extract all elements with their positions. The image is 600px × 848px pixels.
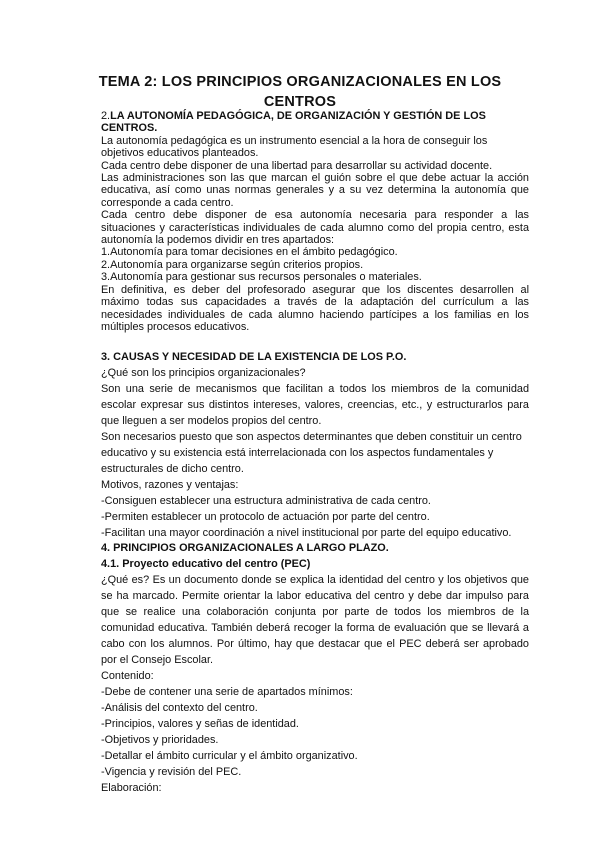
list-item: -Debe de contener una serie de apartados mínimos:	[101, 686, 353, 698]
paragraph: Las administraciones son las que marcan el guión sobre el que debe actuar la acción educativa, así como unas normas generales y a su vez determina la autonomía que corresponde a cada centro.	[101, 172, 529, 209]
document-title: TEMA 2: LOS PRINCIPIOS ORGANIZACIONALES EN LOS CENTROS	[98, 74, 502, 110]
section-2-heading: 2.LA AUTONOMÍA PEDAGÓGICA, DE ORGANIZACIÓN Y GESTIÓN DE LOS CENTROS.	[101, 110, 486, 135]
list-item: -Permiten establecer un protocolo de actuación por parte del centro.	[101, 511, 430, 523]
list-item: -Principios, valores y señas de identidad.	[101, 718, 299, 730]
paragraph: Son necesarios puesto que son aspectos determinantes que deben constituir un centro educativo y su existencia está interrelacionada con los aspectos fundamentales y estructurales de dicho centro.	[101, 431, 522, 475]
section-3	[101, 349, 529, 541]
section-4-heading: 4. PRINCIPIOS ORGANIZACIONALES A LARGO PLAZO.	[101, 542, 389, 554]
paragraph: La autonomía pedagógica es un instrumento esencial a la hora de conseguir los objetivos educativos planteados.	[101, 134, 488, 160]
paragraph: ¿Qué es? Es un documento donde se explica la identidad del centro y los objetivos que se ha marcado. Permite orientar la labor educativa del centro y debe dar impulso para que se realice una colaboración conjunta por parte de todos los miembros de la comunidad educativa. También deberá recoger la forma de evaluación que se llevará a cabo con los alumnos. Por último, hay que destacar que el PEC deberá ser aprobado por el Consejo Escolar.	[101, 574, 529, 666]
list-item: -Detallar el ámbito curricular y el ámbito organizativo.	[101, 750, 358, 762]
list-item: -Vigencia y revisión del PEC.	[101, 766, 242, 778]
paragraph: Son una serie de mecanismos que facilitan a todos los miembros de la comunidad escolar expresar sus distintos intereses, valores, creencias, etc., y estructurarlos para que lleguen a ser modelos propios del centro.	[101, 383, 529, 427]
list-item: -Objetivos y prioridades.	[101, 734, 219, 746]
list-item: 3.Autonomía para gestionar sus recursos personales o materiales.	[101, 271, 422, 284]
list-item: 1.Autonomía para tomar decisiones en el ámbito pedagógico.	[101, 246, 398, 259]
section-4	[101, 540, 529, 796]
paragraph: Contenido:	[101, 670, 154, 682]
paragraph: Cada centro debe disponer de una libertad para desarrollar su actividad docente.	[101, 159, 493, 172]
list-item: -Consiguen establecer una estructura administrativa de cada centro.	[101, 495, 431, 507]
paragraph: En definitiva, es deber del profesorado asegurar que los discentes desarrollen al máximo todas sus capacidades a través de la adaptación del currículum a las necesidades individuales de cada alumno haciendo partícipes a los familias en los múltiples procesos educativos.	[101, 283, 529, 333]
section-2	[101, 110, 529, 333]
list-item: -Facilitan una mayor coordinación a nivel institucional por parte del equipo educativo.	[101, 527, 512, 539]
section-3-heading: 3. CAUSAS Y NECESIDAD DE LA EXISTENCIA DE LOS P.O.	[101, 351, 407, 363]
section-4-subheading: 4.1. Proyecto educativo del centro (PEC)	[101, 558, 311, 570]
paragraph: ¿Qué son los principios organizacionales?	[101, 367, 306, 379]
list-item: 2.Autonomía para organizarse según criterios propios.	[101, 258, 364, 271]
paragraph: Elaboración:	[101, 782, 162, 794]
paragraph: Cada centro debe disponer de esa autonomía necesaria para responder a las situaciones y características individuales de cada alumno como del propia centro, esta autonomía la podemos dividir en tres apartados:	[101, 209, 529, 247]
list-item: -Análisis del contexto del centro.	[101, 702, 258, 714]
paragraph: Motivos, razones y ventajas:	[101, 479, 239, 491]
